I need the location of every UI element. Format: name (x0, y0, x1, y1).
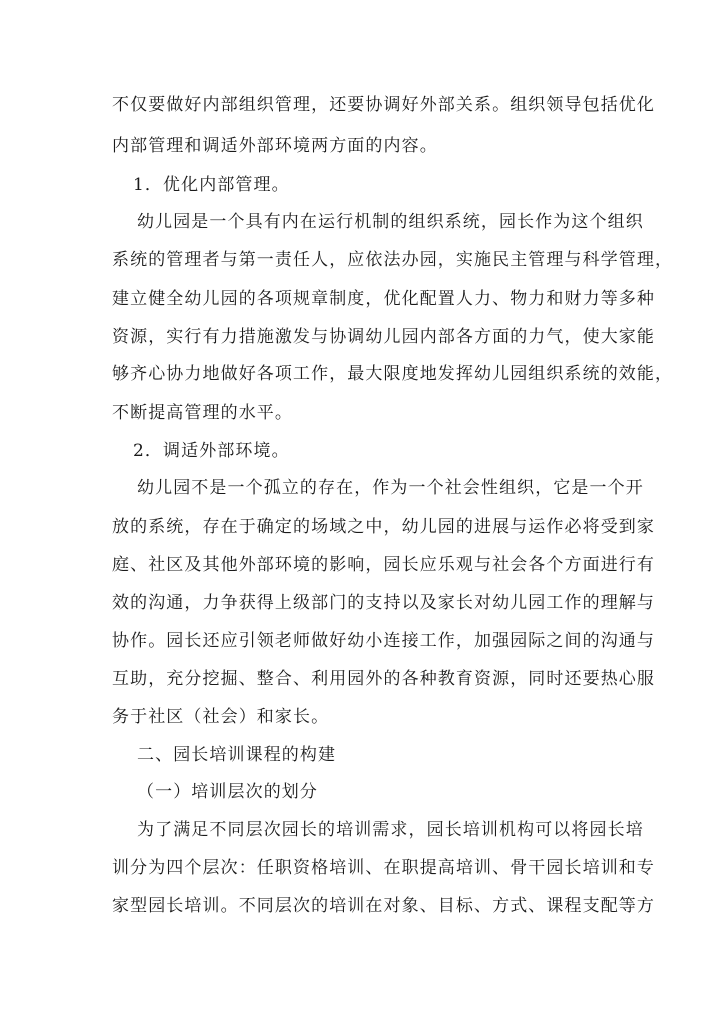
body-text-line: 不断提高管理的水平。 (112, 403, 293, 423)
paragraph-first-line: 幼儿园是一个具有内在运行机制的组织系统，园长作为这个组织 (137, 212, 644, 232)
body-text-line: 务于社区（社会）和家长。 (112, 707, 330, 727)
body-text-line: 系统的管理者与第一责任人，应依法办园，实施民主管理与科学管理， (112, 250, 674, 270)
paragraph-first-line: 为了满足不同层次园长的培训需求，园长培训机构可以将园长培 (137, 820, 644, 840)
body-text-line: 资源，实行有力措施激发与协调幼儿园内部各方面的力气，使大家能 (112, 327, 655, 347)
body-text-line: 够齐心协力地做好各项工作，最大限度地发挥幼儿园组织系统的效能， (112, 364, 674, 384)
body-text-line: 互助，充分挖掘、整合、利用园外的各种教育资源，同时还要热心服 (112, 669, 655, 689)
body-text-line: 放的系统，存在于确定的场域之中，幼儿园的进展与运作必将受到家 (112, 517, 655, 537)
body-text-line: 协作。园长还应引领老师做好幼小连接工作，加强园际之间的沟通与 (112, 631, 655, 651)
body-text-line: 庭、社区及其他外部环境的影响，园长应乐观与社会各个方面进行有 (112, 555, 655, 575)
body-text-line: 家型园长培训。不同层次的培训在对象、目标、方式、课程支配等方 (112, 896, 655, 916)
body-text-line: 效的沟通，力争获得上级部门的支持以及家长对幼儿园工作的理解与 (112, 593, 655, 613)
paragraph-first-line: 幼儿园不是一个孤立的存在，作为一个社会性组织，它是一个开 (137, 478, 644, 498)
section-heading: 1．优化内部管理。 (133, 175, 290, 195)
section-heading: 2．调适外部环境。 (133, 441, 290, 461)
chapter-heading: 二、园长培训课程的构建 (137, 745, 337, 765)
subsection-heading: （一）培训层次的划分 (137, 782, 318, 802)
body-text-line: 建立健全幼儿园的各项规章制度，优化配置人力、物力和财力等多种 (112, 289, 655, 309)
body-text-line: 不仅要做好内部组织管理，还要协调好外部关系。组织领导包括优化 (112, 95, 655, 115)
body-text-line: 内部管理和调适外部环境两方面的内容。 (112, 136, 438, 156)
body-text-line: 训分为四个层次：任职资格培训、在职提高培训、骨干园长培训和专 (112, 858, 655, 878)
